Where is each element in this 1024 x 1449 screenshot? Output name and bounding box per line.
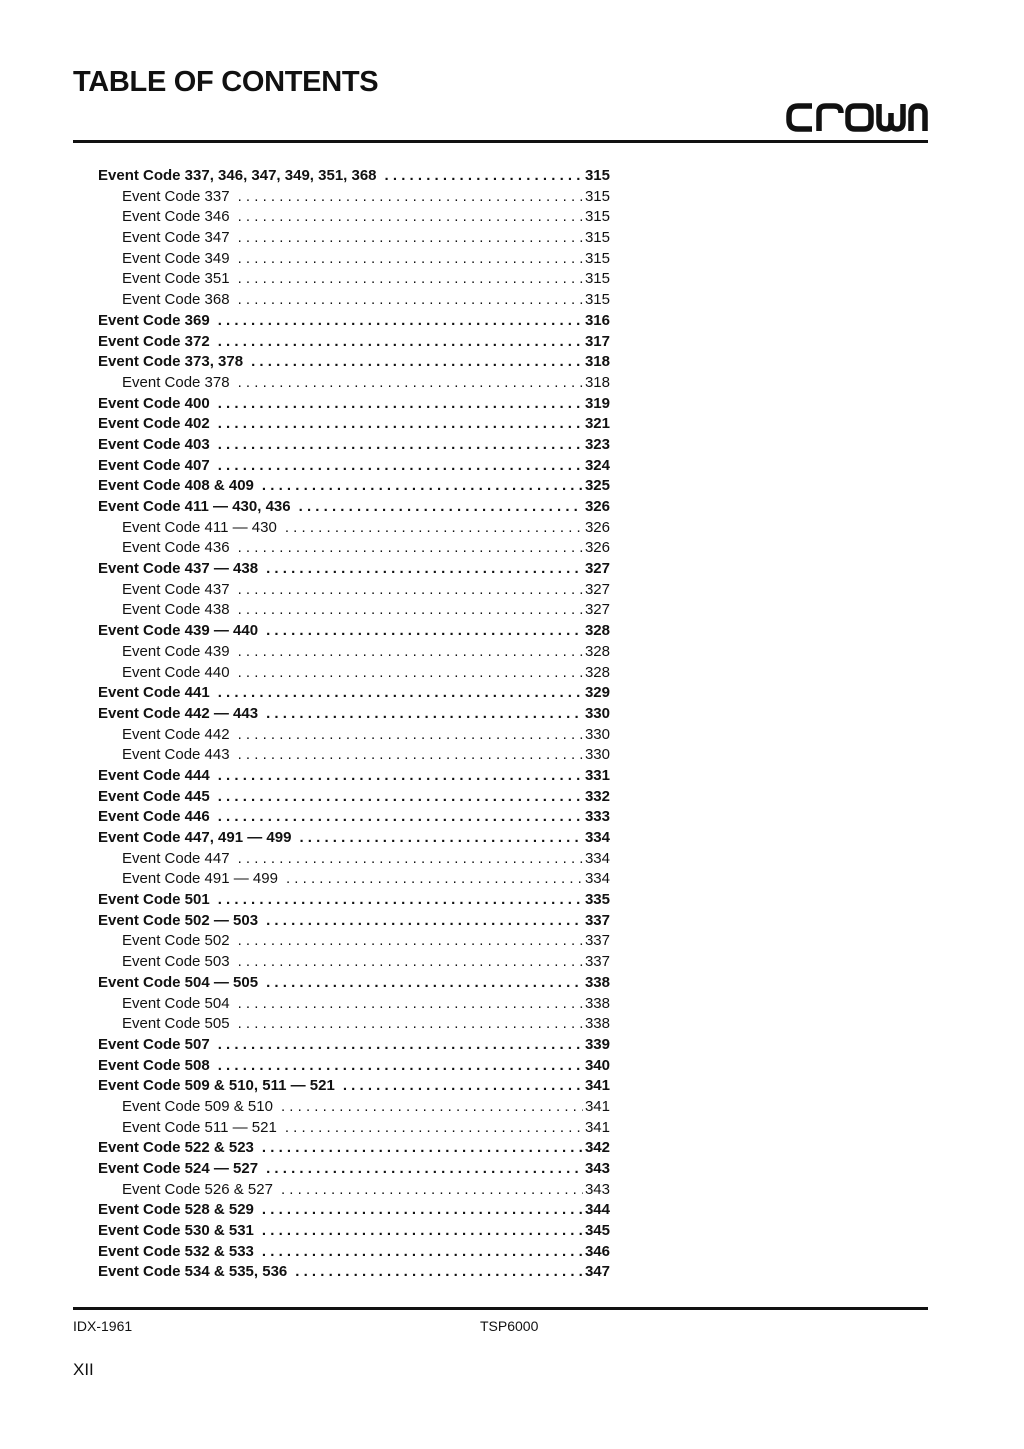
toc-entry-label: Event Code 408 & 409 [98,477,254,495]
dot-leader [238,600,583,621]
toc-entry-label: Event Code 402 [98,415,210,433]
toc-entry-label: Event Code 504 — 505 [98,973,259,991]
toc-entry-label: Event Code 378 [122,373,230,391]
toc-entry[interactable] [98,332,610,353]
toc-subentry[interactable] [98,269,610,290]
toc-entry[interactable] [98,1242,610,1263]
toc-subentry[interactable] [98,849,610,870]
dot-leader [238,849,583,870]
dot-leader [343,1076,583,1097]
dot-leader [218,1035,583,1056]
toc-entry-label: Event Code 438 [122,601,230,619]
toc-entry[interactable] [98,704,610,725]
toc-subentry[interactable] [98,187,610,208]
dot-leader [238,580,583,601]
toc-entry-label: Event Code 347 [122,229,230,247]
toc-entry-label: Event Code 368 [122,291,230,309]
toc-entry-page: 347 [584,1263,610,1281]
dot-leader [218,807,583,828]
toc-entry-label: Event Code 407 [98,456,210,474]
toc-entry-page: 329 [584,684,610,702]
toc-entry-page: 321 [584,415,610,433]
toc-entry-page: 318 [584,373,610,391]
toc-entry-label: Event Code 346 [122,208,230,226]
toc-entry-page: 327 [584,580,610,598]
toc-entry[interactable] [98,787,610,808]
toc-entry-page: 341 [584,1077,610,1095]
toc-entry-label: Event Code 505 [122,1015,230,1033]
toc-entry-page: 334 [584,870,610,888]
toc-entry-label: Event Code 491 — 499 [122,870,278,888]
dot-leader [281,1180,583,1201]
dot-leader [299,497,583,518]
toc-entry-page: 328 [584,622,610,640]
toc-entry-label: Event Code 337, 346, 347, 349, 351, 368 [98,167,377,184]
toc-subentry[interactable] [98,869,610,890]
toc-entry-label: Event Code 351 [122,270,230,288]
toc-subentry[interactable] [98,373,610,394]
document-id: IDX-1961 [73,1318,133,1334]
toc-entry[interactable] [98,1200,610,1221]
toc-entry-page: 326 [584,498,610,515]
dot-leader [238,952,583,973]
dot-leader [262,1200,583,1221]
toc-entry-label: Event Code 442 [122,725,230,743]
toc-subentry[interactable] [98,931,610,952]
dot-leader [238,931,583,952]
toc-subentry[interactable] [98,642,610,663]
toc-entry-page: 315 [584,187,610,205]
toc-entry[interactable] [98,559,610,580]
toc-entry-label: Event Code 503 [122,953,230,971]
toc-entry-page: 334 [584,829,610,846]
toc-entry-page: 315 [584,229,610,247]
toc-entry[interactable] [98,456,610,477]
toc-entry-page: 338 [584,1015,610,1033]
toc-entry[interactable] [98,1221,610,1242]
toc-entry-label: Event Code 530 & 531 [98,1222,254,1240]
toc-entry[interactable] [98,890,610,911]
toc-entry-page: 346 [584,1242,610,1260]
dot-leader [266,911,583,932]
toc-entry-page: 344 [584,1201,610,1219]
toc-entry-page: 337 [584,953,610,971]
dot-leader [285,1118,583,1139]
toc-entry-page: 328 [584,642,610,660]
toc-entry-label: Event Code 507 [98,1035,210,1053]
toc-entry-page: 315 [584,208,610,226]
toc-entry-label: Event Code 437 [122,580,230,598]
dot-leader [385,166,583,187]
page-title: TABLE OF CONTENTS [73,66,379,98]
toc-entry-page: 332 [584,787,610,805]
toc-entry-page: 326 [584,518,610,536]
toc-subentry[interactable] [98,580,610,601]
dot-leader [218,683,583,704]
dot-leader [262,1242,583,1263]
toc-entry-label: Event Code 445 [98,787,210,805]
dot-leader [266,559,583,580]
dot-leader [238,994,583,1015]
toc-entry-page: 338 [584,973,610,991]
toc-entry-label: Event Code 446 [98,808,210,826]
toc-entry-label: Event Code 439 [122,642,230,660]
dot-leader [238,538,583,559]
toc-entry-page: 323 [584,435,610,453]
toc-subentry[interactable] [98,1097,610,1118]
toc-entry-page: 325 [584,477,610,495]
dot-leader [238,642,583,663]
toc-entry-label: Event Code 524 — 527 [98,1160,259,1177]
toc-entry[interactable] [98,1056,610,1077]
table-of-contents [98,166,610,1283]
toc-entry-label: Event Code 443 [122,746,230,764]
dot-leader [266,1159,583,1180]
toc-entry-page: 341 [584,1118,610,1136]
toc-entry-page: 317 [584,332,610,350]
toc-entry-label: Event Code 502 [122,932,230,950]
toc-entry-page: 315 [584,291,610,309]
toc-entry[interactable] [98,497,610,518]
toc-entry-page: 324 [584,456,610,474]
toc-entry[interactable] [98,1035,610,1056]
dot-leader [238,269,583,290]
toc-entry-label: Event Code 532 & 533 [98,1242,254,1260]
toc-subentry[interactable] [98,228,610,249]
dot-leader [266,973,583,994]
toc-entry-page: 335 [584,891,610,909]
toc-entry-page: 338 [584,994,610,1012]
dot-leader [218,456,583,477]
toc-entry-label: Event Code 534 & 535, 536 [98,1263,288,1281]
toc-subentry[interactable] [98,663,610,684]
toc-entry-label: Event Code 369 [98,311,210,329]
toc-entry[interactable] [98,1262,610,1283]
toc-entry[interactable] [98,435,610,456]
dot-leader [285,518,583,539]
toc-entry-label: Event Code 502 — 503 [98,911,259,929]
toc-entry-label: Event Code 501 [98,891,210,909]
toc-entry-page: 318 [584,353,610,371]
dot-leader [266,704,583,725]
toc-entry[interactable] [98,414,610,435]
dot-leader [251,352,583,373]
toc-entry[interactable] [98,807,610,828]
dot-leader [262,476,583,497]
toc-entry-label: Event Code 528 & 529 [98,1201,254,1219]
dot-leader [281,1097,583,1118]
toc-entry-label: Event Code 400 [98,394,210,412]
toc-entry-label: Event Code 439 — 440 [98,622,259,640]
dot-leader [218,394,583,415]
toc-entry-page: 337 [584,932,610,950]
dot-leader [238,373,583,394]
footer-rule [73,1307,928,1310]
toc-entry[interactable] [98,1138,610,1159]
toc-entry[interactable] [98,621,610,642]
toc-entry[interactable] [98,766,610,787]
crown-logo [786,101,928,134]
dot-leader [238,249,583,270]
toc-subentry[interactable] [98,745,610,766]
toc-entry-page: 315 [584,270,610,288]
model-name: TSP6000 [480,1318,539,1334]
toc-entry[interactable] [98,476,610,497]
dot-leader [238,228,583,249]
toc-entry-page: 327 [584,601,610,619]
toc-entry-page: 331 [584,766,610,784]
toc-entry-label: Event Code 447, 491 — 499 [98,829,292,846]
toc-subentry[interactable] [98,600,610,621]
toc-subentry[interactable] [98,538,610,559]
dot-leader [218,414,583,435]
toc-entry-page: 340 [584,1056,610,1074]
toc-entry[interactable] [98,1159,610,1180]
dot-leader [286,869,583,890]
dot-leader [266,621,583,642]
toc-entry-label: Event Code 372 [98,332,210,350]
dot-leader [238,725,583,746]
toc-subentry[interactable] [98,1014,610,1035]
dot-leader [295,1262,583,1283]
toc-entry-page: 341 [584,1097,610,1115]
toc-entry-page: 316 [584,311,610,329]
toc-entry-label: Event Code 442 — 443 [98,704,259,722]
toc-entry-page: 337 [584,911,610,929]
toc-subentry[interactable] [98,1180,610,1201]
toc-entry-label: Event Code 337 [122,187,230,205]
toc-entry-label: Event Code 436 [122,539,230,557]
toc-entry-label: Event Code 440 [122,663,230,681]
toc-entry-page: 343 [584,1160,610,1177]
toc-entry-label: Event Code 447 [122,849,230,867]
toc-entry-label: Event Code 373, 378 [98,353,244,371]
toc-entry-label: Event Code 411 — 430 [122,518,277,536]
dot-leader [238,1014,583,1035]
toc-entry[interactable] [98,828,610,849]
toc-entry-page: 334 [584,849,610,867]
dot-leader [238,663,583,684]
toc-entry-label: Event Code 509 & 510 [122,1097,273,1115]
toc-entry-label: Event Code 437 — 438 [98,560,259,578]
toc-entry-page: 327 [584,560,610,578]
toc-entry[interactable] [98,1076,610,1097]
dot-leader [218,1056,583,1077]
dot-leader [218,311,583,332]
toc-entry-label: Event Code 444 [98,766,210,784]
dot-leader [218,435,583,456]
dot-leader [218,332,583,353]
toc-entry-label: Event Code 441 [98,684,210,702]
toc-entry-label: Event Code 508 [98,1056,210,1074]
dot-leader [262,1221,583,1242]
header-rule [73,140,928,143]
toc-subentry[interactable] [98,994,610,1015]
toc-entry[interactable] [98,394,610,415]
toc-entry-page: 339 [584,1035,610,1053]
toc-entry-label: Event Code 509 & 510, 511 — 521 [98,1077,335,1095]
toc-subentry[interactable] [98,207,610,228]
toc-entry-page: 319 [584,394,610,412]
toc-subentry[interactable] [98,725,610,746]
toc-entry[interactable] [98,911,610,932]
toc-entry-page: 328 [584,663,610,681]
toc-subentry[interactable] [98,1118,610,1139]
toc-entry-label: Event Code 504 [122,994,230,1012]
toc-entry-page: 333 [584,808,610,826]
toc-entry-page: 330 [584,746,610,764]
toc-entry-page: 342 [584,1139,610,1157]
toc-entry-label: Event Code 526 & 527 [122,1180,273,1198]
toc-entry[interactable] [98,352,610,373]
toc-entry-page: 326 [584,539,610,557]
toc-subentry[interactable] [98,518,610,539]
dot-leader [238,290,583,311]
toc-entry-page: 343 [584,1180,610,1198]
toc-entry-label: Event Code 349 [122,249,230,267]
toc-entry-page: 345 [584,1222,610,1240]
toc-entry-label: Event Code 403 [98,435,210,453]
dot-leader [299,828,583,849]
dot-leader [218,787,583,808]
toc-entry-page: 330 [584,704,610,722]
toc-entry-page: 315 [584,167,610,184]
toc-entry[interactable] [98,973,610,994]
toc-entry[interactable] [98,311,610,332]
dot-leader [238,207,583,228]
toc-entry[interactable] [98,166,610,187]
dot-leader [262,1138,583,1159]
toc-entry-label: Event Code 511 — 521 [122,1118,277,1136]
dot-leader [238,745,583,766]
dot-leader [218,766,583,787]
toc-subentry[interactable] [98,952,610,973]
toc-subentry[interactable] [98,249,610,270]
page-number: XII [73,1360,94,1379]
dot-leader [218,890,583,911]
toc-subentry[interactable] [98,290,610,311]
toc-entry-page: 330 [584,725,610,743]
toc-entry[interactable] [98,683,610,704]
dot-leader [238,187,583,208]
toc-entry-label: Event Code 522 & 523 [98,1139,254,1157]
toc-entry-label: Event Code 411 — 430, 436 [98,498,291,515]
toc-entry-page: 315 [584,249,610,267]
